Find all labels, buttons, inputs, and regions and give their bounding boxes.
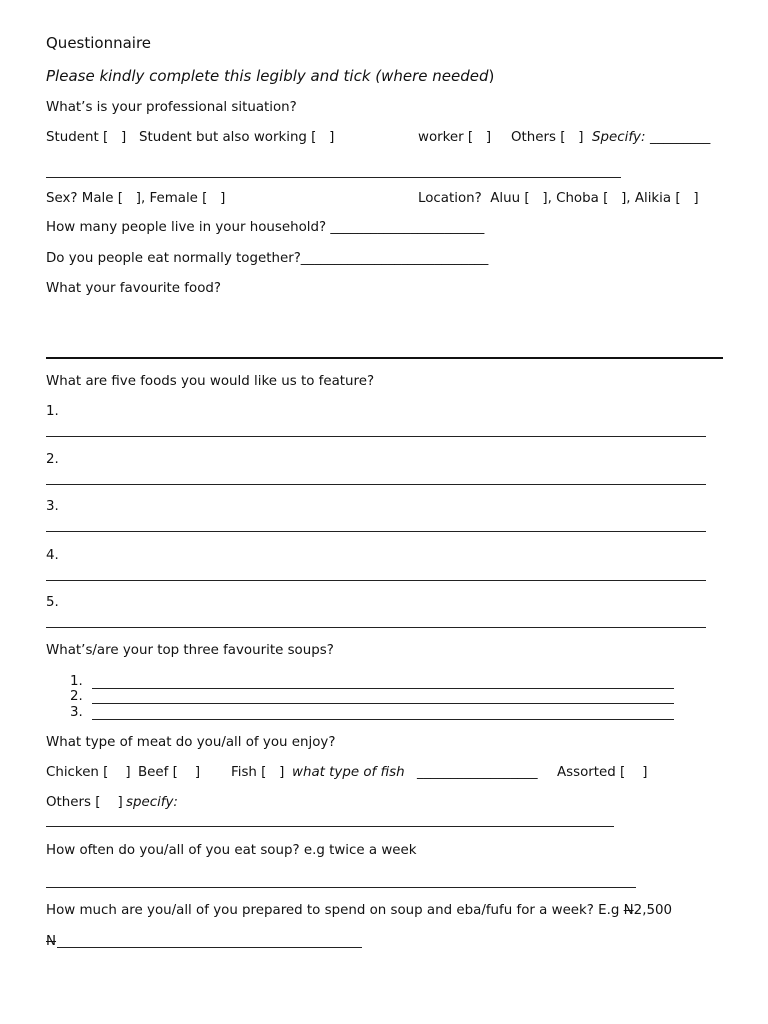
- food-item-line[interactable]: [46, 531, 706, 532]
- spend-answer-line[interactable]: [57, 947, 362, 948]
- food-item-line[interactable]: [46, 484, 706, 485]
- question-location[interactable]: Location? Aluu [ ], Choba [ ], Alikia [ ]: [418, 191, 699, 206]
- soup-item-number: 3.: [70, 705, 83, 720]
- meat-specify-label: specify:: [126, 795, 178, 810]
- question-eat-together[interactable]: Do you people eat normally together?____________________________: [46, 251, 489, 266]
- spend-example: 2,500: [633, 903, 673, 918]
- option-fish[interactable]: Fish [ ]: [231, 765, 285, 780]
- option-chicken[interactable]: Chicken [ ]: [46, 765, 131, 780]
- food-item-line[interactable]: [46, 627, 706, 628]
- fish-type-blank[interactable]: __________________: [417, 765, 538, 780]
- fish-type-label: what type of fish: [292, 765, 405, 780]
- question-professional: What’s is your professional situation?: [46, 100, 297, 115]
- soup-item-number: 1.: [70, 674, 83, 689]
- option-worker[interactable]: worker [ ]: [418, 130, 492, 145]
- instruction-main: Please kindly complete this legibly and tick (: [46, 67, 382, 85]
- specify-label: Specify:: [592, 130, 646, 145]
- naira-symbol: N: [623, 903, 634, 918]
- meat-specify-line[interactable]: [46, 826, 614, 827]
- spend-question-text: How much are you/all of you prepared to spend on soup and eba/fufu for a week? E.g: [46, 903, 624, 918]
- question-how-often: How often do you/all of you eat soup? e.g twice a week: [46, 843, 417, 858]
- how-often-answer-line[interactable]: [46, 887, 636, 888]
- soup-item-line[interactable]: [92, 703, 674, 704]
- question-household[interactable]: How many people live in your household? _______________________: [46, 220, 485, 235]
- spend-answer-naira: N: [46, 934, 57, 949]
- instruction-close: ): [488, 67, 495, 85]
- question-five-foods: What are five foods you would like us to feature?: [46, 374, 375, 389]
- question-meat: What type of meat do you/all of you enjoy?: [46, 735, 336, 750]
- food-item-line[interactable]: [46, 436, 706, 437]
- soup-item-line[interactable]: [92, 688, 674, 689]
- question-sex[interactable]: Sex? Male [ ], Female [ ]: [46, 191, 226, 206]
- question-favourite-food: What your favourite food?: [46, 281, 222, 296]
- soup-item-number: 2.: [70, 689, 83, 704]
- food-item-number: 2.: [46, 452, 59, 467]
- option-others[interactable]: Others [ ]: [511, 130, 584, 145]
- option-beef[interactable]: Beef [ ]: [138, 765, 201, 780]
- option-student[interactable]: Student [ ]: [46, 130, 127, 145]
- option-others-meat[interactable]: Others [ ]: [46, 795, 123, 810]
- food-item-number: 5.: [46, 595, 59, 610]
- questionnaire-title: Questionnaire: [46, 34, 152, 52]
- option-assorted[interactable]: Assorted [ ]: [557, 765, 648, 780]
- option-student-working[interactable]: Student but also working [ ]: [139, 130, 335, 145]
- instruction-paren: where needed: [381, 67, 489, 85]
- food-item-number: 3.: [46, 499, 59, 514]
- specify-blank[interactable]: _________: [650, 130, 711, 145]
- question-soups: What’s/are your top three favourite soups?: [46, 643, 334, 658]
- professional-answer-line[interactable]: [46, 177, 621, 178]
- instruction-line: [46, 68, 494, 84]
- food-item-line[interactable]: [46, 580, 706, 581]
- soup-item-line[interactable]: [92, 719, 674, 720]
- favourite-food-answer-line[interactable]: [46, 357, 723, 359]
- food-item-number: 4.: [46, 548, 59, 563]
- question-spend: [46, 903, 672, 919]
- food-item-number: 1.: [46, 404, 59, 419]
